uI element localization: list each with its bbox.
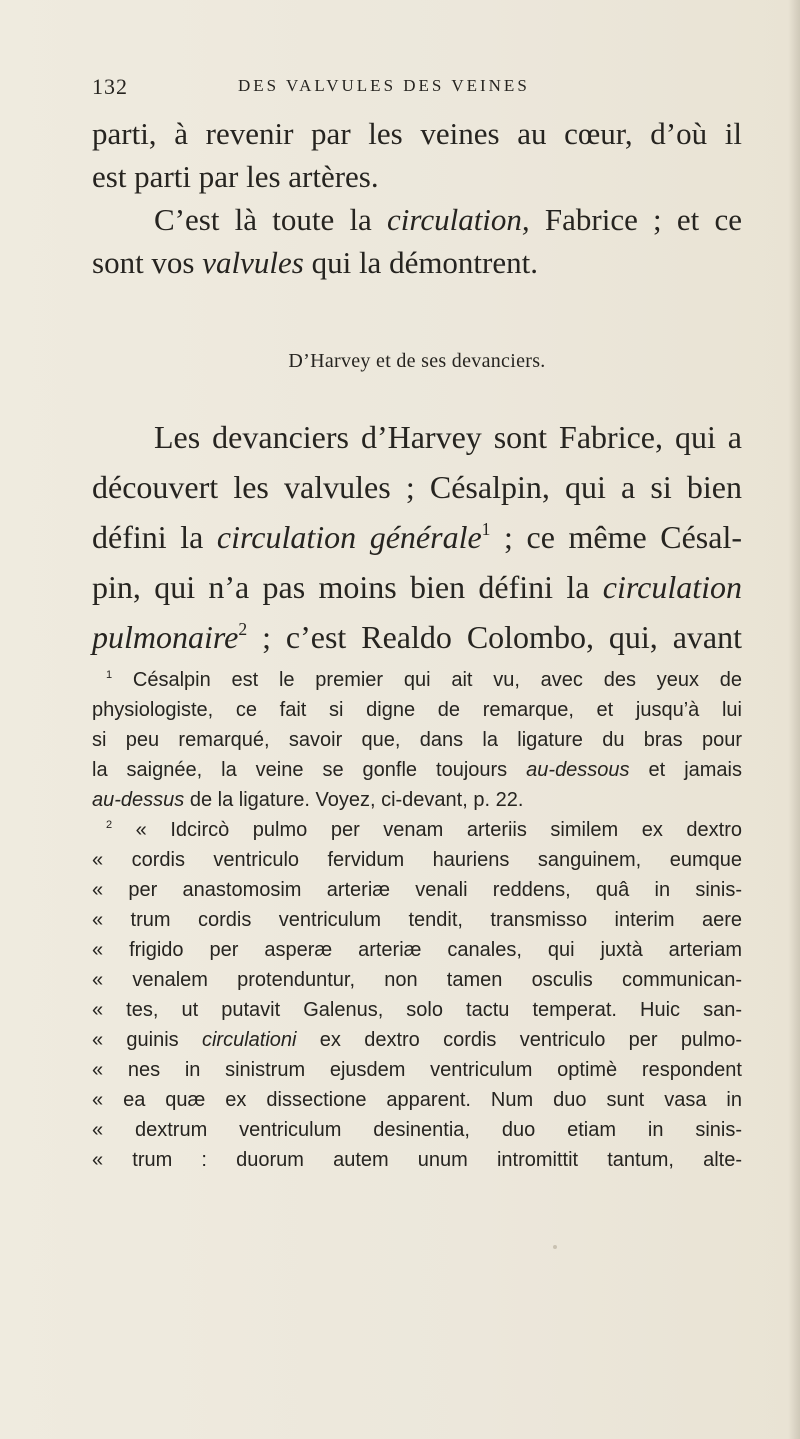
text-line: pulmonaire$^2$ ; c’est Realdo Colombo, qui, avant [92,618,742,655]
section-heading: D’Harvey et de ses devanciers. [288,350,546,372]
text-line: si peu remarqué, savoir que, dans la ligature du bras pour [92,729,742,751]
italic-term: circulation générale [216,519,482,555]
italic-term: pulmonaire [92,619,239,655]
italic-term: au-dessus [92,789,185,811]
text-line: « tes, ut putavit Galenus, solo tactu temperat. Huic san- [92,999,742,1021]
text-line: « dextrum ventriculum desinentia, duo etiam in sinis- [92,1119,742,1141]
paper-speck [553,1245,557,1249]
text-line: pin, qui n’a pas moins bien défini la circulation [92,569,742,605]
footnote-ref-1[interactable]: 1 [481,518,491,539]
text-line: « guinis circulationi ex dextro cordis ventriculo per pulmo- [92,1029,742,1051]
page-edge-shadow [788,0,800,1439]
text-line: « per anastomosim arteriæ venali reddens, quâ in sinis- [92,879,742,901]
text-line: « cordis ventriculo fervidum hauriens sanguinem, eumque [92,849,742,871]
running-header [92,70,712,104]
text-line: sont vos valvules qui la démontrent. [92,245,538,280]
footnote-1 [92,665,742,815]
text-line: défini la circulation générale$^1$ ; ce même Césal- [92,518,742,555]
text-line: au-dessus de la ligature. Voyez, ci-devant, p. 22. [92,789,524,811]
paragraph-2 [92,412,742,662]
footnotes [92,665,742,1175]
paragraph-1 [92,112,742,284]
text-line: parti, à revenir par les veines au cœur, d’où il [92,116,742,151]
text-line: « trum : duorum autem unum intromittit tantum, alte- [92,1149,742,1171]
italic-term: circulation, [387,202,530,237]
text-line: découvert les valvules ; Césalpin, qui a si bien [92,469,742,505]
italic-term: circulation [602,569,742,605]
footnote-2 [92,815,742,1175]
italic-term: valvules [202,245,304,280]
footnote-marker: 1 [106,668,113,681]
text-line: « trum cordis ventriculum tendit, transmisso interim aere [92,909,742,931]
italic-term: au-dessous [526,759,630,781]
text-line: $^2$ « Idcircò pulmo per venam arteriis similem ex dextro [106,818,742,841]
text-line: est parti par les artères. [92,159,379,194]
footnote-ref-2[interactable]: 2 [238,618,248,639]
footnote-marker: 2 [106,818,113,831]
text-line: « venalem protenduntur, non tamen osculis communican- [92,969,742,991]
page-number: 132 [92,74,128,99]
text-line: $^1$ Césalpin est le premier qui ait vu, avec des yeux de [106,668,742,691]
text-line: C’est là toute la circulation, Fabrice ; et ce [154,202,742,237]
text-line: « nes in sinistrum ejusdem ventriculum optimè respondent [92,1059,742,1081]
text-line: « ea quæ ex dissectione apparent. Num duo sunt vasa in [92,1089,742,1111]
text-line: Les devanciers d’Harvey sont Fabrice, qui a [154,419,742,455]
running-title: DES VALVULES DES VEINES [238,76,530,95]
text-line: la saignée, la veine se gonfle toujours au-dessous et jamais [92,759,742,781]
text-line: physiologiste, ce fait si digne de remarque, et jusqu’à lui [92,699,742,721]
text-line: « frigido per asperæ arteriæ canales, qui juxtà arteriam [92,939,742,961]
italic-term: circulationi [201,1029,297,1051]
